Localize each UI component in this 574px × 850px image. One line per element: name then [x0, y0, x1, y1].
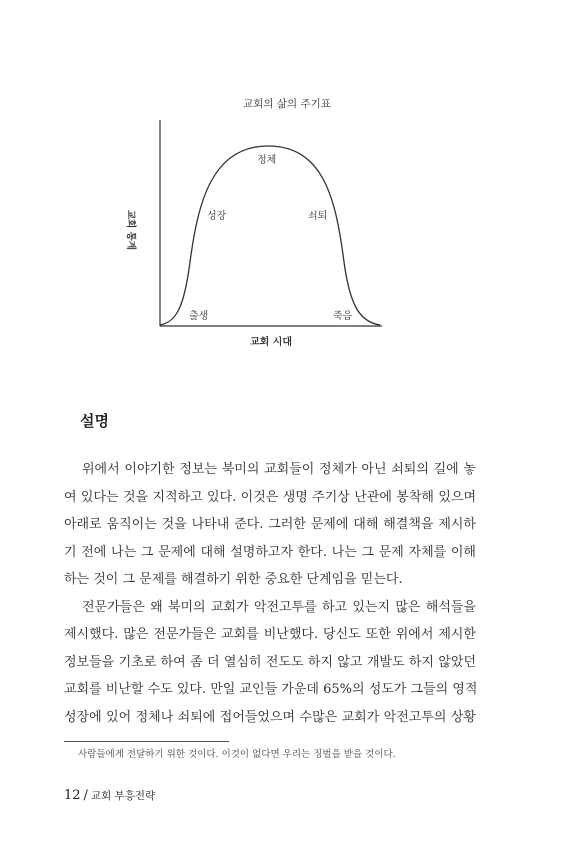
- text-line: 정보들을 기초로 하여 좀 더 열심히 전도도 하지 않고 개발도 하지 않았던: [64, 654, 476, 670]
- running-title: 교회 부흥전략: [90, 790, 156, 802]
- stage-label-death: 죽음: [333, 311, 353, 322]
- footnote-divider: [64, 741, 229, 742]
- stage-label-plateau: 정체: [257, 155, 277, 166]
- body-text: [64, 456, 476, 731]
- text-line: 아래로 움직이는 것을 나타내 준다. 그러한 문제에 대해 해결책을 제시하: [64, 517, 476, 532]
- stage-label-decline: 쇠퇴: [308, 211, 328, 222]
- text-line: 제시했다. 많은 전문가들은 교회를 비난했다. 당신도 또한 위에서 제시한: [64, 627, 476, 642]
- text-line: 전문가들은 왜 북미의 교회가 악전고투를 하고 있는지 많은 해석들을: [82, 599, 476, 615]
- text-line: 위에서 이야기한 정보는 북미의 교회들이 정체가 아닌 쇠퇴의 길에 놓: [82, 462, 476, 477]
- life-cycle-figure: [0, 0, 574, 360]
- text-line: 성장에 있어 정체나 쇠퇴에 접어들었으며 수많은 교회가 악전고투의 상황: [64, 709, 476, 725]
- stage-label-growth: 성장: [207, 211, 227, 222]
- text-line: 교회를 비난할 수도 있다. 만일 교인들 가운데 65%의 성도가 그들의 영적: [64, 682, 478, 697]
- folio-separator: /: [83, 788, 88, 803]
- text-line: 여 있다는 것을 지적하고 있다. 이것은 생명 주기상 난관에 봉착해 있으며: [64, 489, 476, 505]
- page-footer: [64, 788, 155, 803]
- text-line: 하는 것이 그 문제를 해결하기 위한 중요한 단계임을 믿는다.: [64, 572, 403, 587]
- x-axis-label: 교회 시대: [249, 337, 293, 348]
- page-number: 12: [64, 788, 81, 803]
- figure-title: 교회의 삶의 주기표: [243, 98, 331, 110]
- life-cycle-chart: [0, 0, 574, 360]
- life-cycle-curve: [160, 146, 380, 325]
- text-line: 기 전에 나는 그 문제에 대해 설명하고자 한다. 나는 그 문제 자체를 이해: [64, 544, 476, 560]
- stage-label-birth: 출생: [189, 311, 209, 322]
- footnote: 사람들에게 전달하기 위한 것이다. 이것이 없다면 우리는 징벌을 받을 것이다.: [78, 749, 396, 760]
- section-heading: 설명: [80, 412, 109, 430]
- y-axis-label: 교회 통계: [125, 209, 136, 250]
